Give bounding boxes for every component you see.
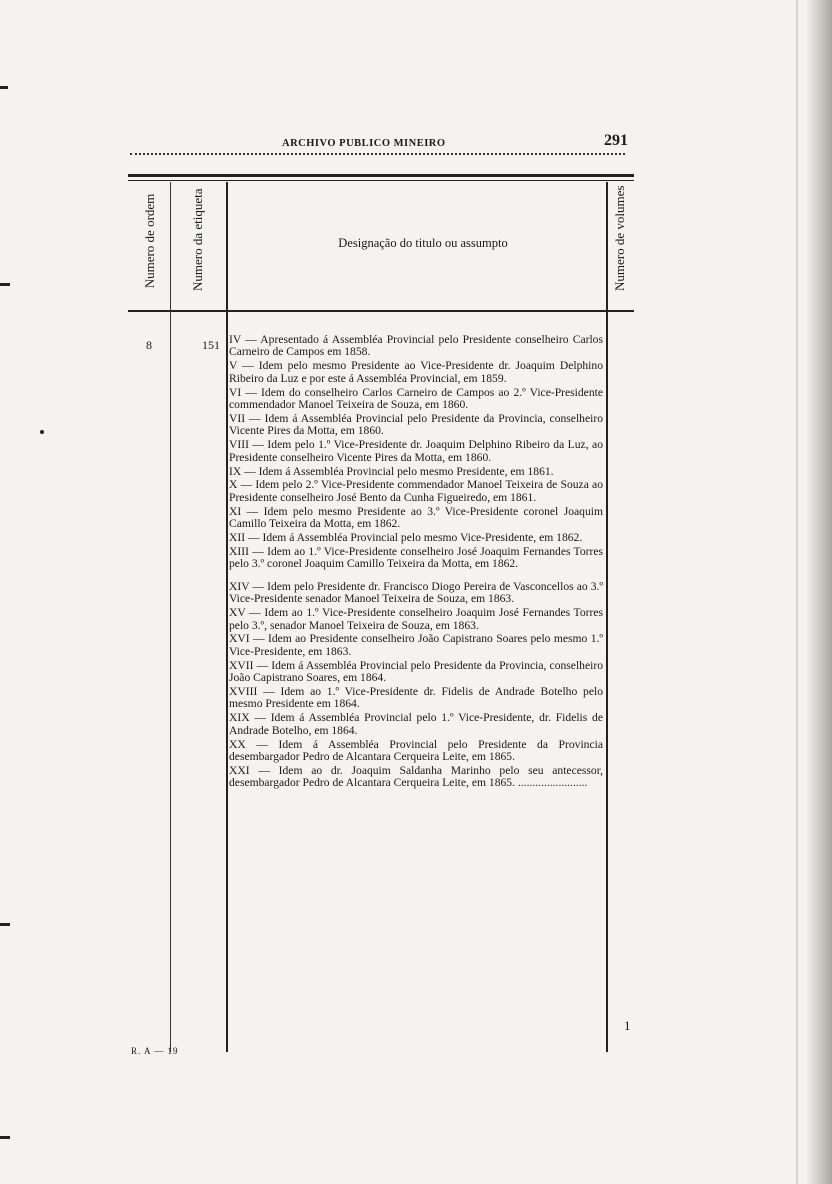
margin-mark: [0, 923, 10, 926]
column-header-etiqueta: Numero da etiqueta: [190, 188, 205, 291]
entry-ix: IX — Idem á Assembléa Provincial pelo mesmo Presidente, em 1861.: [229, 464, 554, 478]
margin-dot: [40, 430, 44, 434]
page-edge-shadow: [806, 0, 832, 1184]
column-divider: [226, 182, 228, 1052]
entry-xiii: XIII — Idem ao 1.º Vice-Presidente conselheiro José Joaquim Fernandes Torres pelo 3.º coronel Joaquim Camillo Teixeira da Motta, em 1862.: [229, 545, 603, 571]
entry-v: V — Idem pelo mesmo Presidente ao Vice-Presidente dr. Joaquim Delphino Ribeiro da Luz e por este á Assembléa Provincial, em 1859.: [229, 359, 603, 385]
margin-mark: [0, 86, 8, 89]
entry-xix: XIX — Idem á Assembléa Provincial pelo 1.º Vice-Presidente, dr. Fidelis de Andrade Botelho, em 1864.: [229, 711, 603, 737]
column-divider: [606, 182, 608, 1052]
entry-xiv: XIV — Idem pelo Presidente dr. Francisco Diogo Pereira de Vasconcellos ao 3.º Vice-Presidente senador Manoel Teixeira de Souza, em 1863.: [229, 579, 603, 606]
entry-xv: XV — Idem ao 1.º Vice-Presidente conselheiro Joaquim José Fernandes Torres pelo 3.º, senador Manoel Teixeira de Souza, em 1863.: [229, 606, 603, 632]
column-header-designacao: Designação do titulo ou assumpto: [338, 236, 508, 250]
page-header: [130, 132, 630, 154]
entry-xi: XI — Idem pelo mesmo Presidente ao 3.º Vice-Presidente coronel Joaquim Camillo Teixeira da Motta, em 1862.: [229, 504, 603, 531]
entry-viii: VIII — Idem pelo 1.º Vice-Presidente dr. Joaquim Delphino Ribeiro da Luz, ao Presidente conselheiro Vicente Pires da Motta, em 1860.: [229, 438, 603, 464]
entry-xii: XII — Idem á Assembléa Provincial pelo mesmo Vice-Presidente, em 1862.: [229, 531, 583, 545]
entry-iv: IV — Apresentado á Assembléa Provincial pelo Presidente conselheiro Carlos Carneiro de Campos em 1858.: [229, 333, 603, 359]
ordem-value: 8: [146, 338, 152, 352]
table-top-rule: [128, 174, 634, 177]
page-number: 291: [604, 132, 628, 149]
table-header-rule: [128, 310, 634, 312]
table-top-rule-thin: [128, 180, 634, 181]
entry-vi: VI — Idem do conselheiro Carlos Carneiro de Campos ao 2.º Vice-Presidente commendador Manoel Teixeira de Souza, em 1860.: [229, 385, 603, 412]
margin-mark: [0, 1136, 10, 1139]
margin-mark: [0, 283, 10, 286]
column-header-volumes: Numero de volumes: [612, 185, 627, 291]
page-edge-line: [796, 0, 798, 1184]
entry-xvii: XVII — Idem á Assembléa Provincial pelo Presidente da Provincia, conselheiro João Capistrano Soares, em 1864.: [229, 658, 603, 685]
header-rule: [130, 153, 625, 155]
column-header-ordem: Numero de ordem: [142, 193, 157, 289]
entry-xviii: XVIII — Idem ao 1.º Vice-Presidente dr. Fidelis de Andrade Botelho pelo mesmo Presidente em 1864.: [229, 685, 603, 711]
entry-xxi: XXI — Idem ao dr. Joaquim Saldanha Marinho pelo seu antecessor, desembargador Pedro de Alcantara Cerqueira Leite, em 1865. ........................: [229, 764, 603, 790]
column-divider: [170, 182, 171, 1052]
signature-code: R. A — 19: [131, 1046, 179, 1056]
catalog-table: [128, 174, 634, 1054]
running-title: ARCHIVO PUBLICO MINEIRO: [282, 138, 446, 149]
etiqueta-value: 151: [202, 338, 220, 352]
designacao-entries: [229, 334, 603, 791]
entry-vii: VII — Idem á Assembléa Provincial pelo Presidente da Provincia, conselheiro Vicente Pires da Motta, em 1860.: [229, 411, 603, 438]
entry-x: X — Idem pelo 2.º Vice-Presidente commendador Manoel Teixeira de Souza ao Presidente conselheiro José Bento da Cunha Figueiredo, em 1861.: [229, 478, 603, 504]
entry-xx: XX — Idem á Assembléa Provincial pelo Presidente da Provincia desembargador Pedro de Alcantara Cerqueira Leite, em 1865.: [229, 737, 603, 764]
volumes-value: 1: [624, 1018, 631, 1033]
entry-xvi: XVI — Idem ao Presidente conselheiro João Capistrano Soares pelo mesmo 1.º Vice-Presidente, em 1863.: [229, 632, 603, 658]
